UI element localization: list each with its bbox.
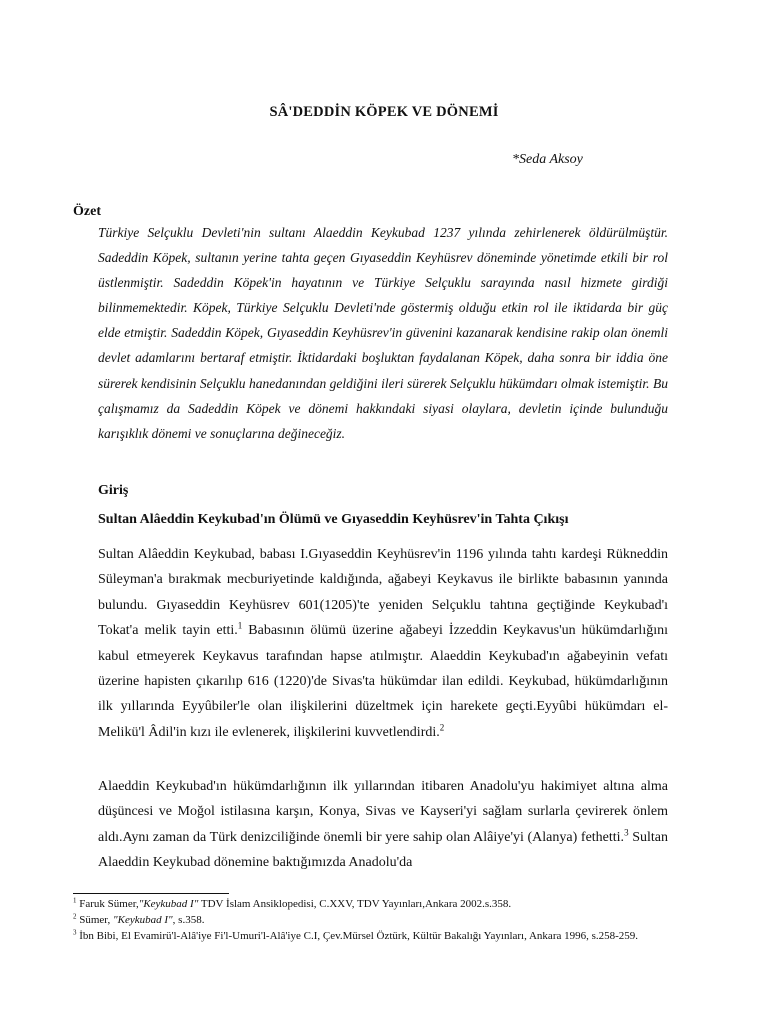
footnote-item (73, 913, 673, 927)
footnote-number: 2 (73, 912, 77, 921)
footnote-title: "Keykubad I" (138, 898, 199, 910)
footnote-number: 3 (73, 928, 77, 937)
footnote-text: İbn Bibi, El Evamirü'l-Alâ'iye Fi'l-Umuri'l-Alâ'iye C.I, Çev.Mürsel Öztürk, Kültür Bakalığı Yayınları, Ankara 1996, s.258-259. (76, 930, 639, 943)
paragraph-text: Sultan Alaeddin Keykubad dönemine baktığımızda Anadolu'da (98, 829, 668, 871)
footnote-ref[interactable]: 3 (624, 827, 629, 838)
footnotes (73, 897, 673, 946)
intro-heading: Giriş (98, 483, 129, 498)
footnote-number: 1 (73, 896, 77, 905)
body-paragraph-2 (98, 774, 668, 876)
section-heading: Sultan Alâeddin Keykubad'ın Ölümü ve Gıyaseddin Keyhüsrev'in Tahta Çıkışı (98, 512, 569, 527)
footnote-item (73, 897, 673, 911)
footnote-ref[interactable]: 1 (237, 620, 243, 631)
footnote-separator (73, 893, 229, 894)
footnote-text: Sümer, (76, 914, 114, 927)
abstract-text: Türkiye Selçuklu Devleti'nin sultanı Alaeddin Keykubad 1237 yılında zehirlenerek öldürülmüştür. Sadeddin Köpek, sultanın yerine tahta geçen Gıyaseddin Keyhüsrev döneminde yönetimde etkili bir rol üstlenmiştir. Sadeddin Köpek'in hayatının ve Türkiye Selçuklu sarayında nasıl hizmete girdiği bilinmemektedir. Köpek, Türkiye Selçuklu Devleti'nde göstermiş olduğu etkin rol ile iktidarda bir güç elde etmiştir. Sadeddin Köpek, Gıyaseddin Keyhüsrev'in güvenini kazanarak kendisine rakip olan önemli devlet adamlarını bertaraf etmiştir. İktidardaki boşluktan faydalanan Köpek, daha sonra bir iddia öne sürerek kendisinin Selçuklu hanedanından geldiğini ileri sürerek Selçuklu hükümdarı olmak istemiştir. Bu çalışmamız da Sadeddin Köpek ve dönemi hakkındaki siyasi olaylara, devletin içinde bulunduğu karışıklık dönemi ve sonuçlarına değineceğiz. (98, 225, 668, 441)
paragraph-text: Sultan Alâeddin Keykubad, babası I.Gıyaseddin Keyhüsrev'in 1196 yılında tahtı kardeşi Rükneddin Süleyman'a bırakmak mecburiyetinde kaldığında, ağabeyi Keykavus ile birlikte babasının yanında bulundu. Gıyaseddin Keyhüsrev 601(1205)'te yeniden Selçuklu tahtına geçtiğinde Keykubad'ı Tokat'a melik tayin etti. (98, 547, 668, 639)
paragraph-text: Alaeddin Keykubad'ın hükümdarlığının ilk yıllarından itibaren Anadolu'yu hakimiyet altına alma düşüncesi ve Moğol istilasına karşın, Konya, Sivas ve Kayseri'yi sağlam surlarla çevirerek önlem aldı.Aynı zaman da Türk denizciliğinde önemli bir yere sahip olan Alâiye'yi (Alanya) fethetti. (98, 779, 668, 845)
author-name: *Seda Aksoy (512, 152, 583, 167)
footnote-item (73, 929, 673, 943)
footnote-title: "Keykubad I" (113, 914, 173, 927)
abstract-heading: Özet (73, 204, 101, 219)
footnote-text: Faruk Sümer, (76, 898, 139, 910)
footnote-text: TDV İslam Ansiklopedisi, C.XXV, TDV Yayınları,Ankara 2002.s.358. (198, 898, 512, 910)
footnote-text: , s.358. (172, 914, 205, 927)
page-title: SÂ'DEDDİN KÖPEK VE DÖNEMİ (269, 104, 499, 120)
paragraph-text: Babasının ölümü üzerine ağabeyi İzzeddin Keykavus'un hükümdarlığını kabul etmeyerek Keykavus tarafından hapse atılmıştır. Alaeddin Keykubad'ın ağabeyinin vefatı üzerine hapisten çıkarılıp 616 (1220)'de Sivas'ta hükümdar ilan edildi. Keykubad, hükümdarlığının ilk yıllarında Eyyûbiler'le olan ilişkilerini düzeltmek için harekete geçti.Eyyûbi hükümdarı el-Melikü'l Âdil'in kızı ile evlenerek, ilişkilerini kuvvetlendirdi. (98, 623, 668, 740)
footnote-ref[interactable]: 2 (439, 722, 445, 733)
body-paragraph-1 (98, 542, 668, 745)
